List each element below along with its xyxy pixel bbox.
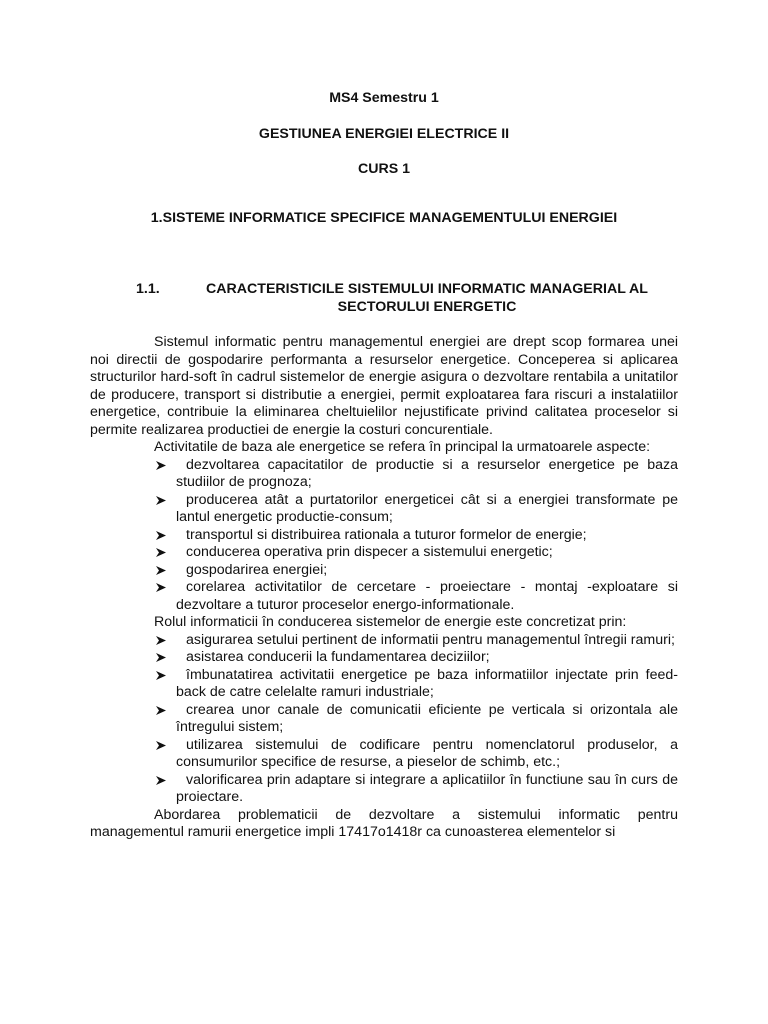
activities-list	[90, 457, 678, 615]
paragraph-approach: Abordarea problematicii de dezvoltare a sistemului informatic pentru managementul ramurii energetice impli 17417o1418r ca cunoasterea elementelor si	[90, 806, 678, 840]
arrowhead-bullet-icon	[154, 772, 168, 789]
role-list	[90, 632, 678, 807]
lecture-number: CURS 1	[357, 161, 411, 177]
section-title: CARACTERISTICILE SISTEMULUI INFORMATIC MANAGERIAL AL SECTORULUI ENERGETIC	[206, 281, 648, 315]
arrowhead-bullet-icon	[154, 457, 168, 474]
section-number: 1.1.	[136, 281, 160, 297]
list-item: crearea unor canale de comunicatii eficiente pe verticala si orizontala ale întregului sistem;	[90, 702, 678, 737]
paragraph-activities: Activitatile de baza ale energetice se refera în principal la urmatoarele aspecte:	[154, 439, 651, 455]
arrowhead-bullet-icon	[154, 492, 168, 509]
list-item: gospodarirea energiei;	[90, 562, 678, 580]
list-item: producerea atât a purtatorilor energeticei cât si a energiei transformate pe lantul energetic productie-consum;	[90, 492, 678, 527]
body-text	[90, 334, 678, 842]
arrowhead-bullet-icon	[154, 632, 168, 649]
list-item: utilizarea sistemului de codificare pentru nomenclatorul produselor, a consumurilor specifice de resurse, a pieselor de schimb, etc.;	[90, 737, 678, 772]
list-item: îmbunatatirea activitatii energetice pe baza informatiilor injectate prin feed-back de catre celelalte ramuri industriale;	[90, 667, 678, 702]
list-item: conducerea operativa prin dispecer a sistemului energetic;	[90, 544, 678, 562]
list-item: valorificarea prin adaptare si integrare a aplicatiilor în functiune sau în curs de proiectare.	[90, 772, 678, 807]
arrowhead-bullet-icon	[154, 544, 168, 561]
arrowhead-bullet-icon	[154, 702, 168, 719]
arrowhead-bullet-icon	[154, 527, 168, 544]
chapter-title: 1.SISTEME INFORMATICE SPECIFICE MANAGEMENTULUI ENERGIEI	[150, 210, 618, 226]
arrowhead-bullet-icon	[154, 737, 168, 754]
paragraph-role: Rolul informaticii în conducerea sistemelor de energie este concretizat prin:	[154, 614, 627, 630]
list-item: transportul si distribuirea rationala a tuturor formelor de energie;	[90, 527, 678, 545]
list-item: corelarea activitatilor de cercetare - proeiectare - montaj -exploatare si dezvoltare a tuturor proceselor energo-informationale.	[90, 579, 678, 614]
arrowhead-bullet-icon	[154, 649, 168, 666]
arrowhead-bullet-icon	[154, 667, 168, 684]
list-item: dezvoltarea capacitatilor de productie si a resurselor energetice pe baza studiilor de prognoza;	[90, 457, 678, 492]
section-heading	[136, 281, 696, 321]
list-item: asigurarea setului pertinent de informatii pentru managementul întregii ramuri;	[90, 632, 678, 650]
arrowhead-bullet-icon	[154, 562, 168, 579]
course-code: MS4 Semestru 1	[329, 90, 439, 106]
arrowhead-bullet-icon	[154, 579, 168, 596]
paragraph-intro: Sistemul informatic pentru managementul energiei are drept scop formarea unei noi directii de gospodarire performanta a resurselor energetice. Conceperea si aplicarea structurilor hard-soft în cadrul sistemelor de energie asigura o dezvoltare rentabila a unitatilor de producere, transport si distributie a energiei, permit exploatarea fara riscuri a instalatiilor energetice, contribuie la eliminarea cheltuielilor nejustificate privind calitatea proceselor si permite realizarea productiei de energie la costuri concurentiale.	[90, 334, 678, 438]
course-title: GESTIUNEA ENERGIEI ELECTRICE II	[258, 126, 510, 142]
list-item: asistarea conducerii la fundamentarea deciziilor;	[90, 649, 678, 667]
